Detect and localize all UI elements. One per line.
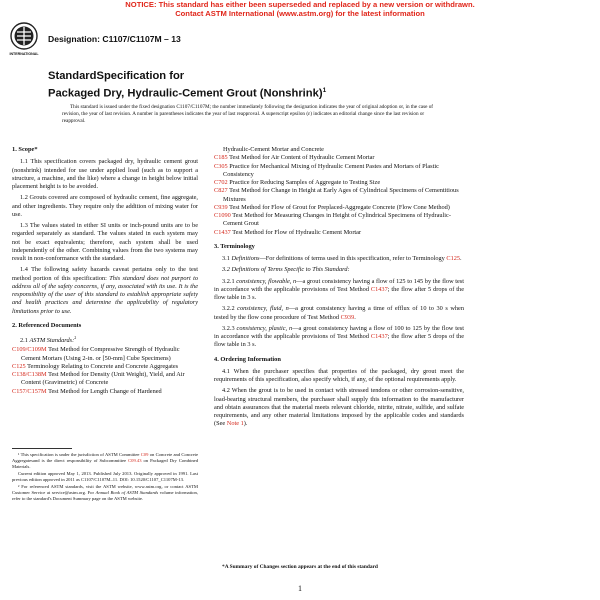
footnote-1-edition: Current edition approved May 1, 2013. Published July 2013. Originally approved in 1991. Last previous edition approved in 2011 as C1107/C1107M–11. DOI: 10.1520/C1107_C1107M-13.: [12, 471, 198, 482]
para-1-3: 1.3 The values stated in either SI units or inch-pound units are to be regarded separately as standard. The values stated in each system may not be exact equivalents; therefore, each system shall be used independently of the other. Combining values from the two systems may result in non-conformance with the standard.: [12, 222, 198, 262]
reference-item: [214, 212, 464, 229]
issuance-text: This standard is issued under the fixed designation C1107/C1107M; the number immediately following the designation indicates the year of original adoption or, in the case of revision, the year of last revision. A number in parentheses indicates the year of last reapproval. A superscript epsilon (ε) indicates an editorial change since the last revision or reapproval.: [62, 104, 434, 125]
reference-title: Test Method for Flow of Grout for Preplaced-Aggregate Concrete (Flow Cone Method): [227, 203, 450, 211]
reference-code-link[interactable]: C157/C157M: [12, 387, 47, 395]
para-3-2-3: 3.2.3 consistency, plastic, n—a grout consistency having a flow of 100 to 125 by the flow test in accordance with the applicable provisions of Test Method C1437; the flow after 5 drops of the flow table in 3 s.: [214, 324, 465, 349]
reference-list-right: [214, 154, 464, 237]
reference-code-link[interactable]: C1437: [214, 228, 231, 236]
reference-title: Test Method for Length Change of Hardened: [46, 387, 162, 395]
para-3-1: 3.1 Definitions—For definitions of terms used in this specification, refer to Terminology C125.: [222, 255, 462, 262]
link-c125[interactable]: C125: [446, 255, 461, 262]
reference-code-link[interactable]: C125: [12, 362, 26, 370]
para-1-2: 1.2 Grouts covered are composed of hydraulic cement, fine aggregate, and other ingredients. They require only the addition of mixing water for use.: [12, 194, 198, 218]
reference-item: [214, 187, 464, 204]
link-c1437[interactable]: C1437: [370, 285, 388, 293]
reference-continued: Hydraulic-Cement Mortar and Concrete: [223, 146, 324, 153]
reference-code-link[interactable]: C185: [214, 154, 228, 162]
issuance-note: [62, 104, 442, 126]
page-title: [48, 70, 468, 101]
reference-title: Test Method for Change in Height at Early Ages of Cylindrical Specimens of Cementitious Mixtures: [223, 187, 459, 203]
link-c939[interactable]: C939: [340, 313, 355, 321]
reference-code-link[interactable]: C1090: [214, 212, 231, 219]
title-line-2: Packaged Dry, Hydraulic-Cement Grout (Nonshrink)$^1$: [48, 86, 327, 100]
committee-link[interactable]: C09: [140, 452, 149, 457]
title-line-1: StandardSpecification for: [48, 70, 185, 82]
reference-item: [12, 371, 198, 388]
summary-of-changes-note: *A Summary of Changes section appears at the end of this standard: [222, 564, 378, 570]
astm-logo: [8, 22, 40, 60]
reference-code-link[interactable]: C939: [214, 203, 228, 211]
reference-code-link[interactable]: C702: [214, 179, 228, 186]
reference-title: Practice for Mechanical Mixing of Hydraulic Cement Pastes and Mortars of Plastic Consistency: [223, 162, 439, 178]
reference-title: Practice for Reducing Samples of Aggregate to Testing Size: [227, 179, 381, 186]
reference-item: [214, 229, 464, 237]
link-note-1[interactable]: Note 1: [226, 420, 244, 428]
para-3-2-2: 3.2.2 consistency, fluid, n—a grout consistency having a time of efflux of 10 to 30 s when tested by the flow cone procedure of Test Method C939.: [214, 305, 464, 321]
reference-title: Test Method for Air Content of Hydraulic Cement Mortar: [227, 154, 375, 162]
reference-item: [12, 363, 198, 371]
notice-line-1: NOTICE: This standard has either been superseded and replaced by a new version or withdrawn.: [125, 0, 475, 9]
right-column: [214, 146, 464, 432]
para-2-1: 2.1 ASTM Standards:$^2$: [20, 335, 77, 345]
reference-code-link[interactable]: C305: [214, 162, 228, 170]
para-4-1: 4.1 When the purchaser specifies that properties of the packaged, dry grout meet the requirements of this specification, also specify which, if any, of the optional requirements apply.: [214, 367, 464, 383]
superseded-notice: [0, 0, 600, 18]
left-column: [12, 146, 198, 396]
reference-title: Terminology Relating to Concrete and Concrete Aggregates: [25, 362, 179, 370]
reference-code-link[interactable]: C138/C138M: [12, 371, 47, 379]
link-c1437-2[interactable]: C1437: [370, 333, 388, 340]
reference-item: [214, 204, 464, 212]
footnote-1: ¹ This specification is under the jurisdiction of ASTM Committee C09 on Concrete and Concrete Aggregatesand is the direct responsibility of Subcommittee C09.43 on Packaged Dry Combined Materials.: [12, 452, 198, 469]
page-number: 1: [298, 584, 302, 593]
para-4-2: 4.2 When the grout is to be used in contact with stressed tendons or other corrosion-sensitive, load-bearing structural members, the purchaser shall supply this information to the manufacturer and obtain assurances that the material meets relevant chloride, nitrite, nitrate, sulfide, and sulfate requirements, and any other material limitations imposed by the applicable codes and standards (See Note 1).: [214, 387, 464, 428]
reference-list-left: [12, 346, 198, 396]
reference-item: [214, 163, 464, 180]
reference-item: [12, 388, 198, 396]
reference-title: Test Method for Measuring Changes in Height of Cylindrical Specimens of Hydraulic-Cement Grout: [223, 212, 451, 228]
reference-title: Test Method for Density (Unit Weight), Yield, and Air Content (Gravimetric) of Concrete: [21, 371, 185, 387]
reference-code-link[interactable]: C109/C109M: [12, 346, 47, 354]
para-3-2: 3.2 Definitions of Terms Specific to This Standard:: [222, 266, 350, 274]
para-1-1: 1.1 This specification covers packaged dry, hydraulic cement grout (nonshrink) intended for use under applied load (such as to support a structure, a machine, and the like) where a change in height below initial placement height is to be avoided.: [12, 158, 198, 190]
footnote-divider: [12, 448, 72, 449]
reference-item: [214, 154, 464, 162]
reference-title: Test Method for Flow of Hydraulic Cement Mortar: [230, 228, 362, 236]
section-heading-scope: 1. Scope*: [12, 146, 38, 153]
notice-line-2: Contact ASTM International (www.astm.org) for the latest information: [175, 9, 425, 18]
footnote-2: ² For referenced ASTM standards, visit the ASTM website, www.astm.org, or contact ASTM Customer Service at service@astm.org. For Annual Book of ASTM Standards volume information, refer to the standard's Document Summary page on the ASTM website.: [12, 484, 198, 501]
subcommittee-link[interactable]: C09.43: [128, 458, 142, 463]
para-1-4: 1.4 The following safety hazards caveat pertains only to the test method portion of this specification: This standard does not purport to address all of the safety concerns, if any, associated with its use. It is the responsibility of the user of this standard to establish appropriate safety and health practices and determine the applicability of regulatory limitations prior to use.: [12, 266, 198, 315]
section-heading-ordering: 4. Ordering Information: [214, 355, 281, 363]
reference-title: Test Method for Compressive Strength of Hydraulic Cement Mortars (Using 2-in. or [50-mm] Cube Specimens): [21, 346, 180, 362]
logo-label: INTERNATIONAL: [9, 52, 39, 56]
footnotes: [12, 452, 198, 503]
para-3-2-1: 3.2.1 consistency, flowable, n—a grout consistency having a flow of 125 to 145 by the flow test in accordance with the applicable provisions of Test Method C1437; the flow after 5 drops of the flow table in 3 s.: [214, 277, 464, 301]
designation: Designation: C1107/C1107M – 13: [48, 34, 181, 44]
section-heading-terminology: 3. Terminology: [214, 242, 255, 250]
title-footnote-mark[interactable]: 1: [322, 86, 327, 94]
reference-code-link[interactable]: C827: [214, 187, 228, 195]
reference-item: [214, 179, 464, 187]
reference-item: [12, 346, 198, 363]
section-heading-referenced-documents: 2. Referenced Documents: [12, 321, 82, 329]
